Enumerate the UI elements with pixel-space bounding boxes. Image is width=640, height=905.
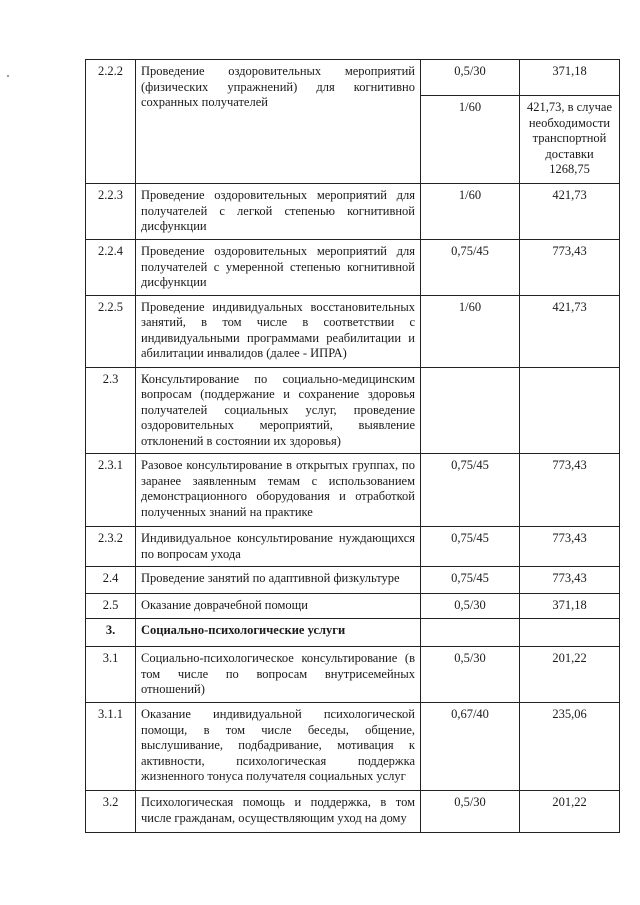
table-row	[86, 647, 620, 703]
service-price	[520, 367, 620, 454]
service-name: Проведение оздоровительных мероприятий для получателей с умеренной степенью когнитивной дисфункции	[136, 240, 421, 296]
scan-speck	[7, 75, 9, 77]
service-price: 773,43	[520, 240, 620, 296]
service-unit	[421, 619, 520, 647]
row-number: 2.3	[86, 367, 136, 454]
row-number: 3.2	[86, 791, 136, 833]
service-name: Социально-психологическое консультирование (в том числе по вопросам внутрисемейных отношений)	[136, 647, 421, 703]
table-row	[86, 594, 620, 619]
service-price: 773,43	[520, 567, 620, 594]
row-number: 2.3.1	[86, 454, 136, 527]
section-number: 3.	[86, 619, 136, 647]
service-price: 201,22	[520, 647, 620, 703]
service-price: 421,73	[520, 184, 620, 240]
service-unit: 0,75/45	[421, 567, 520, 594]
service-price: 371,18	[520, 60, 620, 96]
service-name: Психологическая помощь и поддержка, в том числе гражданам, осуществляющим уход на дому	[136, 791, 421, 833]
table-row	[86, 527, 620, 567]
table-row	[86, 295, 620, 367]
service-price: 773,43	[520, 527, 620, 567]
service-unit: 0,5/30	[421, 647, 520, 703]
service-unit: 0,5/30	[421, 594, 520, 619]
table-row	[86, 60, 620, 96]
service-price	[520, 619, 620, 647]
table-row	[86, 703, 620, 791]
service-unit: 0,5/30	[421, 791, 520, 833]
row-number: 2.5	[86, 594, 136, 619]
service-unit: 0,75/45	[421, 454, 520, 527]
service-unit: 1/60	[421, 295, 520, 367]
service-name: Оказание доврачебной помощи	[136, 594, 421, 619]
row-number: 2.2.3	[86, 184, 136, 240]
table-row	[86, 367, 620, 454]
service-unit: 1/60	[421, 96, 520, 184]
table-row	[86, 791, 620, 833]
row-number: 3.1.1	[86, 703, 136, 791]
table-row	[86, 240, 620, 296]
row-number: 2.2.4	[86, 240, 136, 296]
service-unit: 0,75/45	[421, 240, 520, 296]
service-name: Консультирование по социально-медицинским вопросам (поддержание и сохранение здоровья получателей социальных услуг, проведение оздоровительных мероприятий, выявление отклонений в состоянии их здоровья)	[136, 367, 421, 454]
service-name: Проведение занятий по адаптивной физкультуре	[136, 567, 421, 594]
service-name: Индивидуальное консультирование нуждающихся по вопросам ухода	[136, 527, 421, 567]
row-number: 2.3.2	[86, 527, 136, 567]
table-row	[86, 184, 620, 240]
table-row	[86, 567, 620, 594]
service-price: 235,06	[520, 703, 620, 791]
service-name: Разовое консультирование в открытых группах, по заранее заявленным темам с использованием демонстрационного оборудования и отработкой полученных знаний на практике	[136, 454, 421, 527]
service-price: 371,18	[520, 594, 620, 619]
service-price: 421,73	[520, 295, 620, 367]
section-title: Социально-психологические услуги	[136, 619, 421, 647]
service-unit: 0,5/30	[421, 60, 520, 96]
row-number: 2.4	[86, 567, 136, 594]
services-tariff-table	[85, 59, 620, 833]
service-name: Проведение индивидуальных восстановительных занятий, в том числе в соответствии с индивидуальными программами реабилитации и абилитации инвалидов (далее - ИПРА)	[136, 295, 421, 367]
service-price: 421,73, в случае необходимости транспортной доставки 1268,75	[520, 96, 620, 184]
table-row	[86, 454, 620, 527]
service-unit	[421, 367, 520, 454]
row-number: 2.2.2	[86, 60, 136, 184]
row-number: 3.1	[86, 647, 136, 703]
service-unit: 0,67/40	[421, 703, 520, 791]
service-name: Оказание индивидуальной психологической помощи, в том числе беседы, общение, выслушивание, подбадривание, мотивация к активности, психологическая поддержка жизненного тонуса получателя социальных услуг	[136, 703, 421, 791]
row-number: 2.2.5	[86, 295, 136, 367]
service-price: 201,22	[520, 791, 620, 833]
service-name: Проведение оздоровительных мероприятий для получателей с легкой степенью когнитивной дисфункции	[136, 184, 421, 240]
service-unit: 1/60	[421, 184, 520, 240]
service-price: 773,43	[520, 454, 620, 527]
section-row	[86, 619, 620, 647]
service-name: Проведение оздоровительных мероприятий (физических упражнений) для когнитивно сохранных получателей	[136, 60, 421, 184]
service-unit: 0,75/45	[421, 527, 520, 567]
